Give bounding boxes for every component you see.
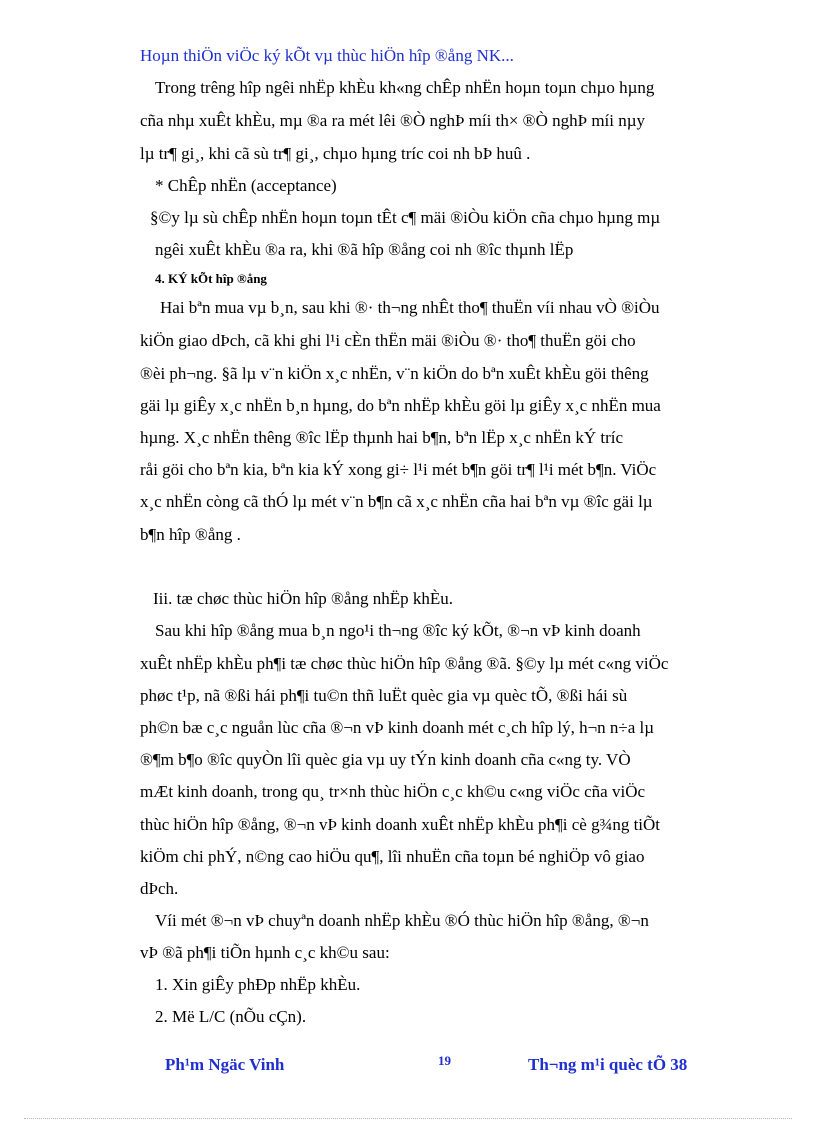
text-line: cña nhµ xuÊt khÈu, mµ ®a ra mét lêi ®Ò nghÞ míi th× ®Ò nghÞ míi nµy [140,111,646,130]
text-line: x¸c nhËn còng cã thÓ lµ mét v¨n b¶n cã x¸c nhËn cña hai bªn vµ ®îc gäi lµ [140,492,653,511]
text-line: dÞch. [140,879,179,898]
text-line: xuÊt nhËp khÈu ph¶i tæ chøc thùc hiÖn hîp ®ång ®ã. §©y lµ mét c«ng viÖc [140,654,669,673]
text-line: thùc hiÖn hîp ®ång, ®¬n vÞ kinh doanh xuÊt nhËp khÈu ph¶i cè g¾ng tiÕt [140,815,661,834]
footer-title: Th¬ng m¹i quèc tÕ 38 [528,1055,688,1074]
text-line: ®èi ph¬ng. §ã lµ v¨n kiÖn x¸c nhËn, v¨n kiÖn do bªn xuÊt khÈu göi thêng [140,364,649,383]
text-line: Hai bªn mua vµ b¸n, sau khi ®· th¬ng nhÊt tho¶ thuËn víi nhau vÒ ®iÒu [160,298,660,317]
page-heading: Hoµn thiÖn viÖc ký kÕt vµ thùc hiÖn hîp ®ång NK... [140,46,514,65]
page-number: 19 [438,1053,451,1068]
text-line: Trong trêng hîp ngêi nhËp khÈu kh«ng chÊp nhËn hoµn toµn chµo hµng [155,78,655,97]
text-line: ph©n bæ c¸c nguån lùc cña ®¬n vÞ kinh doanh mét c¸ch hîp lý, h¬n n÷a lµ [140,718,655,737]
text-line: ®¶m b¶o ®îc quyÒn lîi quèc gia vµ uy tÝn kinh doanh cña c«ng ty. VÒ [140,750,631,769]
text-line: vÞ ®ã ph¶i tiÕn hµnh c¸c kh©u sau: [140,943,390,962]
text-line: hµng. X¸c nhËn thêng ®îc lËp thµnh hai b¶n, bªn lËp x¸c nhËn kÝ tríc [140,428,624,447]
text-line: §©y lµ sù chÊp nhËn hoµn toµn tÊt c¶ mäi ®iÒu kiÖn cña chµo hµng mµ [150,208,661,227]
text-line: b¶n hîp ®ång . [140,525,241,544]
list-item: 2. Më L/C (nÕu cÇn). [155,1007,307,1026]
text-line: lµ tr¶ gi¸, khi cã sù tr¶ gi¸, chµo hµng tríc coi nh bÞ huû . [140,144,531,163]
text-line: råi göi cho bªn kia, bªn kia kÝ xong gi÷ l¹i mét b¶n göi tr¶ l¹i mét b¶n. ViÖc [140,460,657,479]
list-item: 1. Xin giÊy phÐp nhËp khÈu. [155,975,361,994]
section-heading: 4. KÝ kÕt hîp ®ång [155,271,267,286]
text-line: kiÖn giao dÞch, cã khi ghi l¹i cÈn thËn mäi ®iÒu ®· tho¶ thuËn göi cho [140,331,636,350]
text-line: mÆt kinh doanh, trong qu¸ tr×nh thùc hiÖn c¸c kh©u c«ng viÖc cña viÖc [140,782,646,801]
text-line: Sau khi hîp ®ång mua b¸n ngo¹i th¬ng ®îc ký kÕt, ®¬n vÞ kinh doanh [155,621,641,640]
section-heading: Iii. tæ chøc thùc hiÖn hîp ®ång nhËp khÈu. [153,589,453,608]
text-line: Víi mét ®¬n vÞ chuyªn doanh nhËp khÈu ®Ó thùc hiÖn hîp ®ång, ®¬n [155,911,649,930]
text-line: ngêi xuÊt khÈu ®a ra, khi ®ã hîp ®ång coi nh ®îc thµnh lËp [155,240,574,259]
text-line: * ChÊp nhËn (acceptance) [155,176,337,195]
text-line: phøc t¹p, nã ®ßi hái ph¶i tu©n thñ luËt quèc gia vµ quèc tÕ, ®ßi hái sù [140,686,628,705]
footer-author: Ph¹m Ngäc Vinh [165,1055,285,1074]
text-line: kiÖm chi phÝ, n©ng cao hiÖu qu¶, lîi nhuËn cña toµn bé nghiÖp vô giao [140,847,645,866]
text-line: gäi lµ giÊy x¸c nhËn b¸n hµng, do bªn nhËp khÈu göi lµ giÊy x¸c nhËn mua [140,396,661,415]
bottom-rule [24,1118,792,1119]
